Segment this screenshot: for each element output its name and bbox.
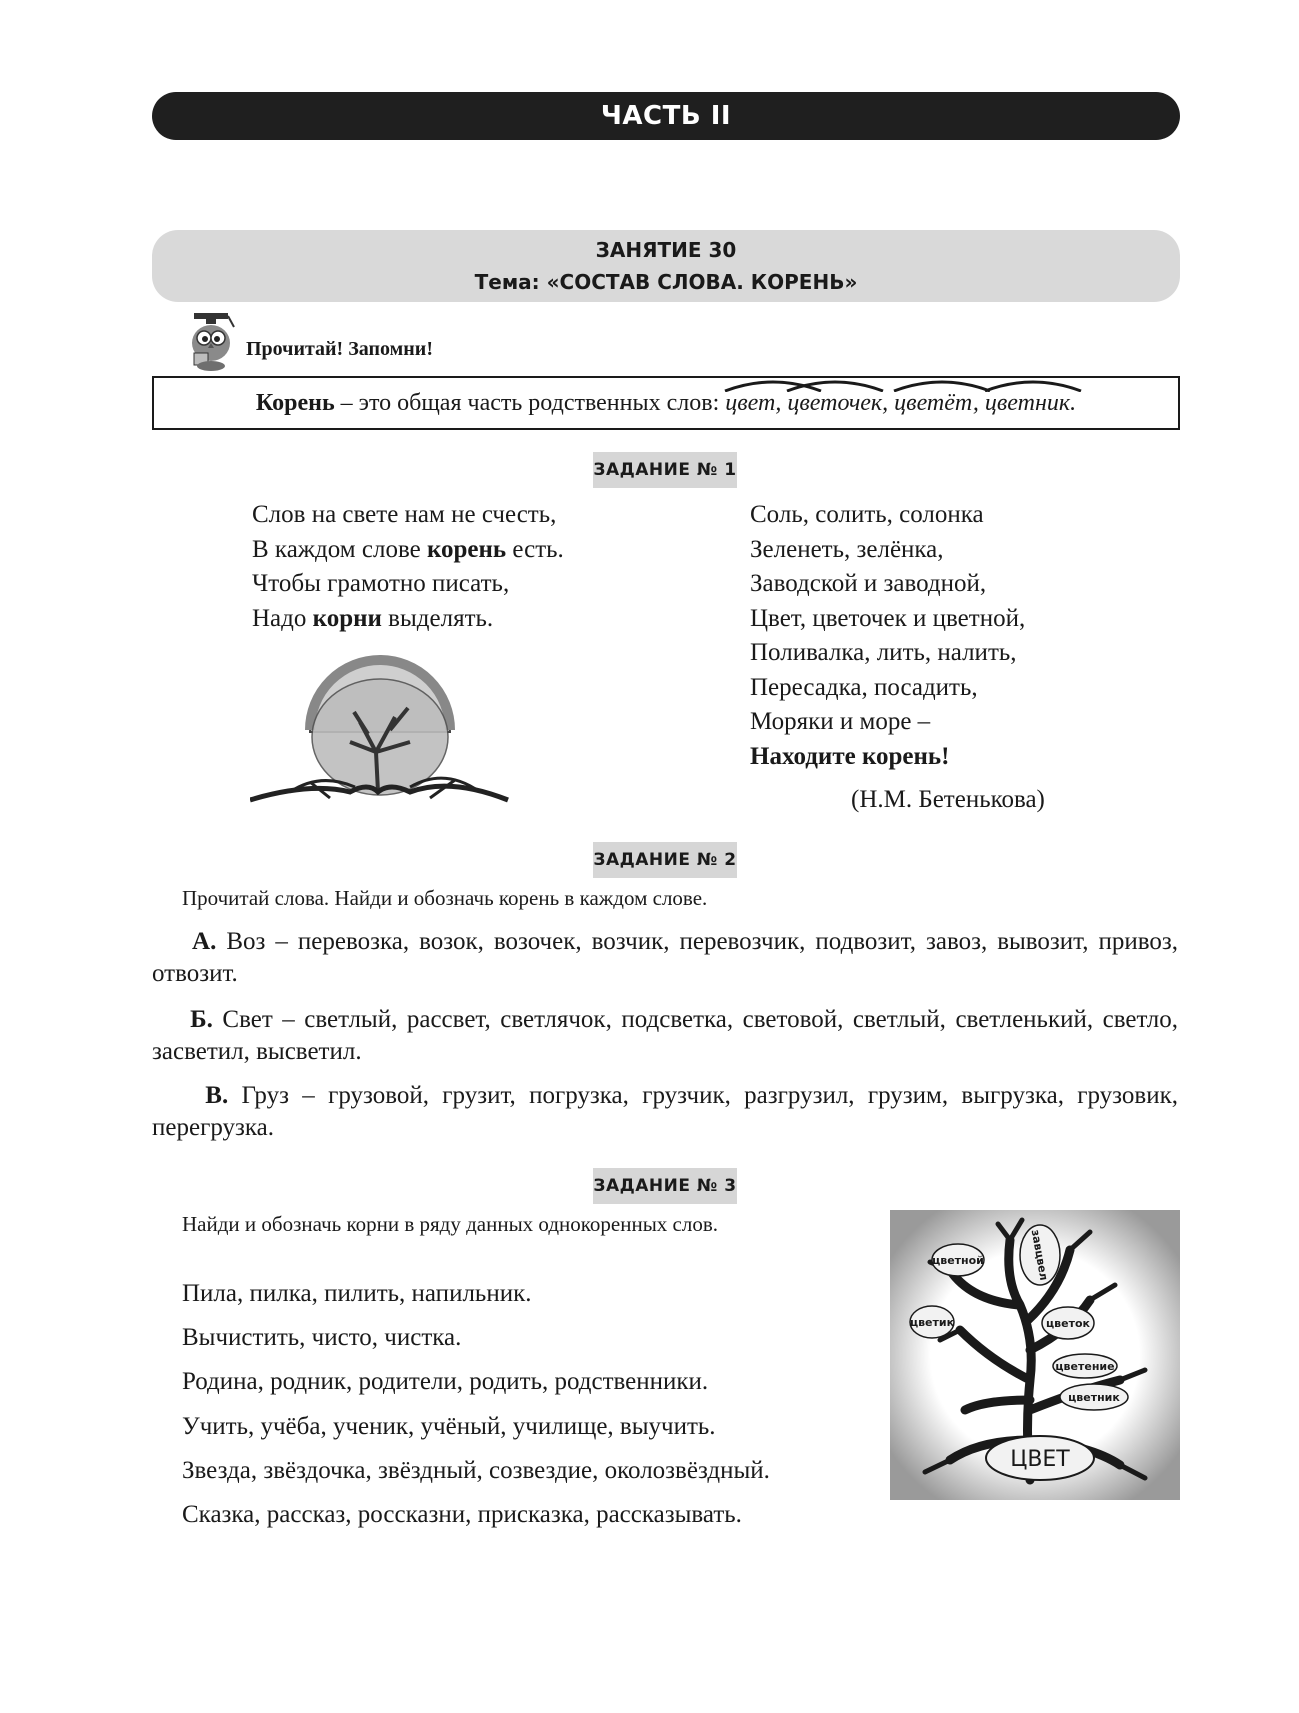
poem-line: Соль, солить, солонка (750, 501, 984, 528)
rule-example (725, 390, 775, 417)
poem-line: Моряки и море – (750, 708, 931, 735)
example-ending: ёт, (944, 389, 979, 416)
example-root: цвет (894, 389, 945, 416)
poem-author: (Н.М. Бетенькова) (851, 786, 1045, 813)
poem-line: Цвет, цветочек и цветной, (750, 604, 1026, 632)
word-row: Сказка, рассказ, россказни, присказка, рассказывать. (182, 1500, 742, 1528)
poem-line: Надо корни выделять. (252, 604, 494, 632)
rule-box (152, 376, 1180, 430)
poem-line: Слов на свете нам не счесть, (252, 501, 557, 528)
tree-word: цветик (909, 1316, 955, 1329)
poem-line: Поливалка, лить, налить, (750, 639, 1017, 666)
tree-word: цветник (1068, 1391, 1120, 1404)
example-ending: ник. (1034, 389, 1077, 416)
poem-line: В каждом слове корень есть. (252, 535, 564, 563)
tree-word: цветение (1055, 1360, 1115, 1373)
poem-line: Заводской и заводной, (750, 570, 987, 597)
example-root: цвет (787, 389, 838, 416)
tree-word: ЦВЕТ (1010, 1447, 1070, 1472)
task-3-word-list (182, 1280, 770, 1545)
tree-roots-illustration (250, 642, 510, 804)
owl-icon (180, 311, 242, 373)
example-root: цвет (984, 389, 1035, 416)
word-row: Пила, пилка, пилить, напильник. (182, 1280, 532, 1307)
word-row: Звезда, звёздочка, звёздный, созвездие, околозвёздный. (182, 1456, 770, 1484)
task-3-title: ЗАДАНИЕ № 3 (593, 1168, 737, 1204)
rule-example (894, 390, 944, 417)
poem-line: Пересадка, посадить, (750, 673, 978, 701)
poem-right (750, 498, 1025, 774)
task-3-instruction: Найди и обозначь корни в ряду данных однокоренных слов. (182, 1212, 719, 1236)
rule-example (787, 390, 837, 417)
poem-line: Чтобы грамотно писать, (252, 570, 510, 597)
word-tree-illustration (890, 1210, 1180, 1500)
lesson-header (152, 230, 1180, 302)
word-row: Родина, родник, родители, родить, родственники. (182, 1368, 709, 1396)
rule-definition: – это общая часть родственных слов: (334, 389, 726, 416)
rule-example (985, 390, 1035, 417)
read-remember-row (180, 312, 433, 372)
task-2-title: ЗАДАНИЕ № 2 (593, 842, 737, 878)
poem-final-line: Находите корень! (750, 742, 950, 770)
poem-left (252, 498, 564, 636)
tree-word: завцвел (1028, 1228, 1051, 1282)
task-2-instruction: Прочитай слова. Найди и обозначь корень в каждом слове. (182, 886, 708, 910)
word-row: Учить, учёба, ученик, учёный, училище, выучить. (182, 1412, 716, 1440)
task-2-item-c: В. Груз – грузовой, грузит, погрузка, грузчик, разгрузил, грузим, выгрузка, грузовик, перегрузка. (152, 1082, 1178, 1141)
poem-line: Зеленеть, зелёнка, (750, 535, 944, 563)
tree-word: цветной (932, 1254, 984, 1267)
example-ending: очек, (837, 389, 889, 416)
part-title: ЧАСТЬ II (152, 92, 1180, 140)
task-1-title: ЗАДАНИЕ № 1 (593, 452, 737, 488)
task-2-item-b: Б. Свет – светлый, рассвет, светлячок, подсветка, световой, светлый, светленький, светло, засветил, высветил. (152, 1006, 1178, 1065)
example-ending: , (775, 389, 782, 416)
rule-term: Корень (255, 389, 335, 416)
read-remember-label: Прочитай! Запомни! (246, 337, 433, 360)
lesson-topic: Тема: «СОСТАВ СЛОВА. КОРЕНЬ» (474, 270, 858, 294)
tree-word: цветок (1046, 1317, 1090, 1330)
word-row: Вычистить, чисто, чистка. (182, 1324, 462, 1352)
example-root: цвет (725, 389, 776, 416)
lesson-number: ЗАНЯТИЕ 30 (595, 238, 737, 262)
task-2-item-a: А. Воз – перевозка, возок, возочек, возчик, перевозчик, подвозит, завоз, вывозит, привоз, отвозит. (152, 928, 1178, 987)
